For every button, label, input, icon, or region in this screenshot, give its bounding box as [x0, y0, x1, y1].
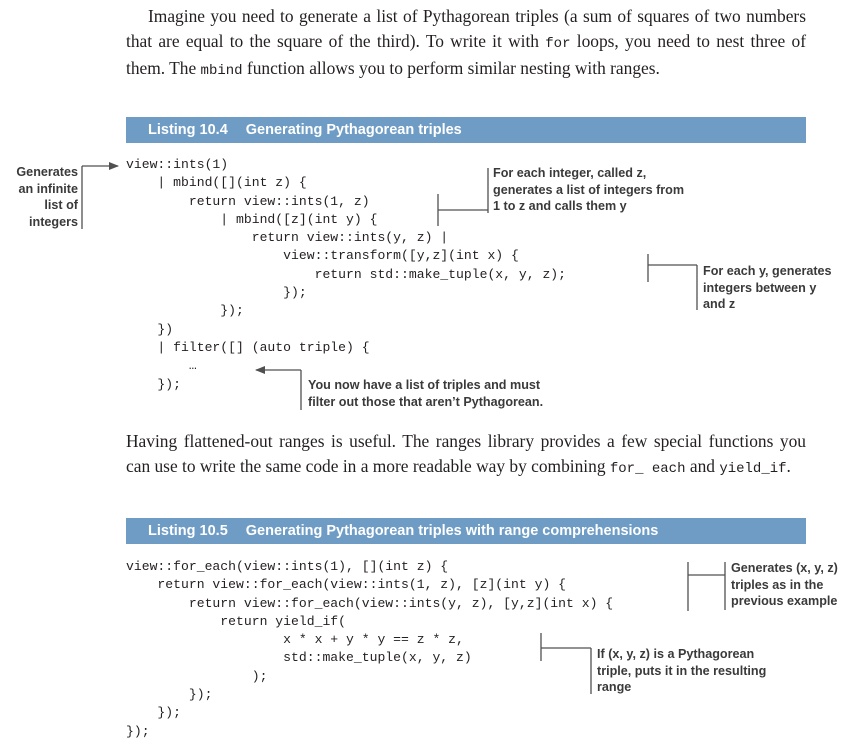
- listing-10-5-code: view::for_each(view::ints(1), [](int z) { return view::for_each(view::ints(1, z), [z](int y) { return view::for_each(view::ints(y, z), [y,z](int x) { return yield_if( x * x + y * y == z * z, std::make_tuple(x, y, z) ); }); }); });: [126, 559, 614, 739]
- listing-10-5-header: [126, 518, 806, 544]
- listing-title: Generating Pythagorean triples: [245, 122, 462, 138]
- range-comprehension-paragraph: Having flattened-out ranges is useful. The ranges library provides a few special functions you can use to write the same code in a more readable way by combining for_ each and yield_if.: [126, 431, 806, 477]
- inline-code-yield-if: yield_if: [719, 460, 787, 477]
- inline-code-for-each: for_ each: [609, 460, 686, 477]
- callout-infinite-list: [82, 166, 118, 229]
- annotation-filter: You now have a list of triples and must filter out those that aren’t Pythagorean.: [308, 378, 544, 409]
- annotation-for-each-z: For each integer, called z, generates a list of integers from 1 to z and calls them y: [493, 166, 685, 213]
- annotation-generates-triples: Generates (x, y, z) triples as in the previous example: [731, 561, 838, 608]
- inline-code-mbind: mbind: [200, 63, 243, 79]
- annotation-yield-if: If (x, y, z) is a Pythagorean triple, puts it in the resulting range: [597, 647, 767, 694]
- listing-title: Generating Pythagorean triples with range comprehensions: [245, 523, 659, 539]
- callout-generates-triples: [688, 562, 725, 611]
- intro-paragraph: Imagine you need to generate a list of Pythagorean triples (a sum of squares of two numbers that are equal to the square of the third). To write it with for loops, you need to nest three of them. The mbind function allows you to perform similar nesting with ranges.: [126, 6, 806, 79]
- listing-10-4-header: [126, 117, 806, 143]
- listing-10-4-code: view::ints(1) | mbind([](int z) { return view::ints(1, z) | mbind([z](int y) { return view::ints(y, z) | view::transform([y,z](int x) { return std::make_tuple(x, y, z); }); }); }) | filter([] (auto triple) { … });: [126, 157, 567, 392]
- listing-number: Listing 10.5: [148, 523, 228, 539]
- callout-for-each-y: [648, 254, 697, 310]
- inline-code-for: for: [545, 35, 571, 52]
- annotation-for-each-y: For each y, generates integers between y and z: [703, 264, 832, 311]
- listing-number: Listing 10.4: [148, 122, 228, 138]
- annotation-infinite-list: Generates an infinite list of integers: [16, 165, 78, 229]
